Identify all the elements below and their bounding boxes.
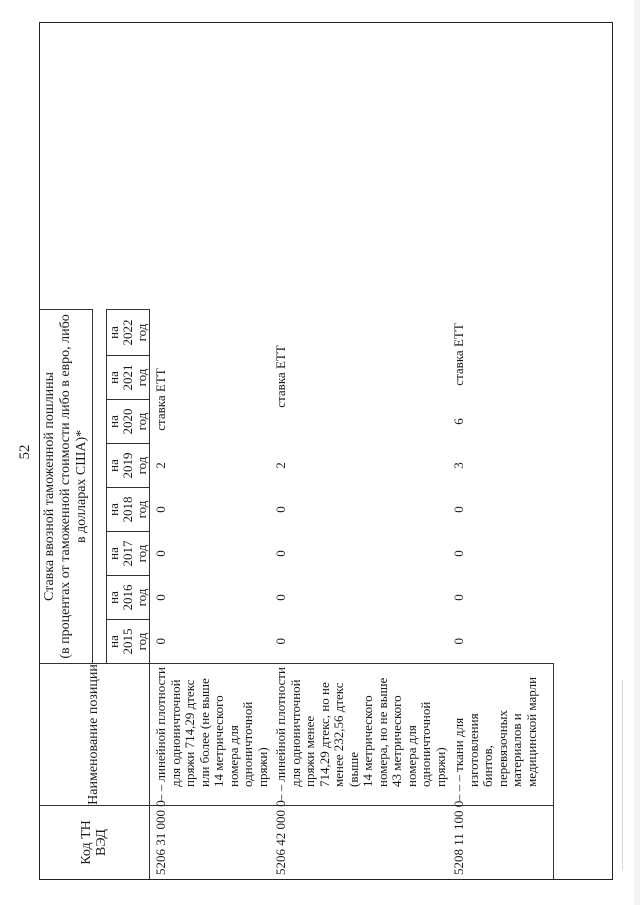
value-2015: 0 <box>451 638 466 645</box>
year-2021: на 2021 год <box>107 356 150 400</box>
value-2016: 0 <box>451 594 466 601</box>
year-2022: на 2022 год <box>107 309 150 355</box>
year-2015: на 2015 год <box>107 620 150 664</box>
page-number: 52 <box>17 444 33 460</box>
value-2017: 0 <box>273 550 288 557</box>
value-2020-2022: ставка ЕТТ <box>273 345 288 408</box>
year-2018: на 2018 год <box>107 488 150 532</box>
value-2017: 0 <box>451 550 466 557</box>
row-name: – – линейной плотности для одноничточной пряжи менее 714,29 дтекс, но не менее 232,56 дтекс (выше 14 метрического номера, но не выше 43 метрического номера для одноничточной пряжи) <box>270 664 448 806</box>
value-2015: 0 <box>273 638 288 645</box>
scan-edge <box>634 0 640 905</box>
value-2021-2022: ставка ЕТТ <box>451 323 466 386</box>
value-2016: 0 <box>153 594 168 601</box>
year-2019: на 2019 год <box>107 444 150 488</box>
row-name: – – – ткани для изготовления бинтов, перевязочных материалов и медицинской марли <box>448 664 554 806</box>
value-2019: 2 <box>153 462 168 469</box>
page-border <box>39 22 613 880</box>
header-rate-title: Ставка ввозной таможенной пошлины <box>42 371 57 601</box>
row-code: 5206 42 000 0 <box>270 806 448 880</box>
value-2015: 0 <box>153 638 168 645</box>
header-name: Наименование позиции <box>40 664 150 806</box>
row-name: – – линейной плотности для одноничточной пряжи 714,29 дтекс или более (не выше 14 метрического номера для одноничточной пряжи) <box>150 664 271 806</box>
value-2020: 6 <box>451 418 466 425</box>
value-2017: 0 <box>153 550 168 557</box>
value-2018: 0 <box>273 506 288 513</box>
row-code: 5208 11 100 0 <box>448 806 554 880</box>
value-2020-2021: ставка ЕТТ <box>153 368 168 431</box>
header-code: Код ТН ВЭД <box>40 806 150 880</box>
year-2020: на 2020 год <box>107 400 150 444</box>
value-2019: 3 <box>451 462 466 469</box>
value-2019: 2 <box>273 462 288 469</box>
row-code: 5206 31 000 0 <box>150 806 271 880</box>
header-rate-subtitle: (в процентах от таможенной стоимости либо в евро, либо в долларах США)* <box>58 314 89 659</box>
value-2018: 0 <box>153 506 168 513</box>
rotated-page-content <box>15 12 625 892</box>
year-2017: на 2017 год <box>107 532 150 576</box>
year-2016: на 2016 год <box>107 576 150 620</box>
value-2018: 0 <box>451 506 466 513</box>
value-2016: 0 <box>273 594 288 601</box>
